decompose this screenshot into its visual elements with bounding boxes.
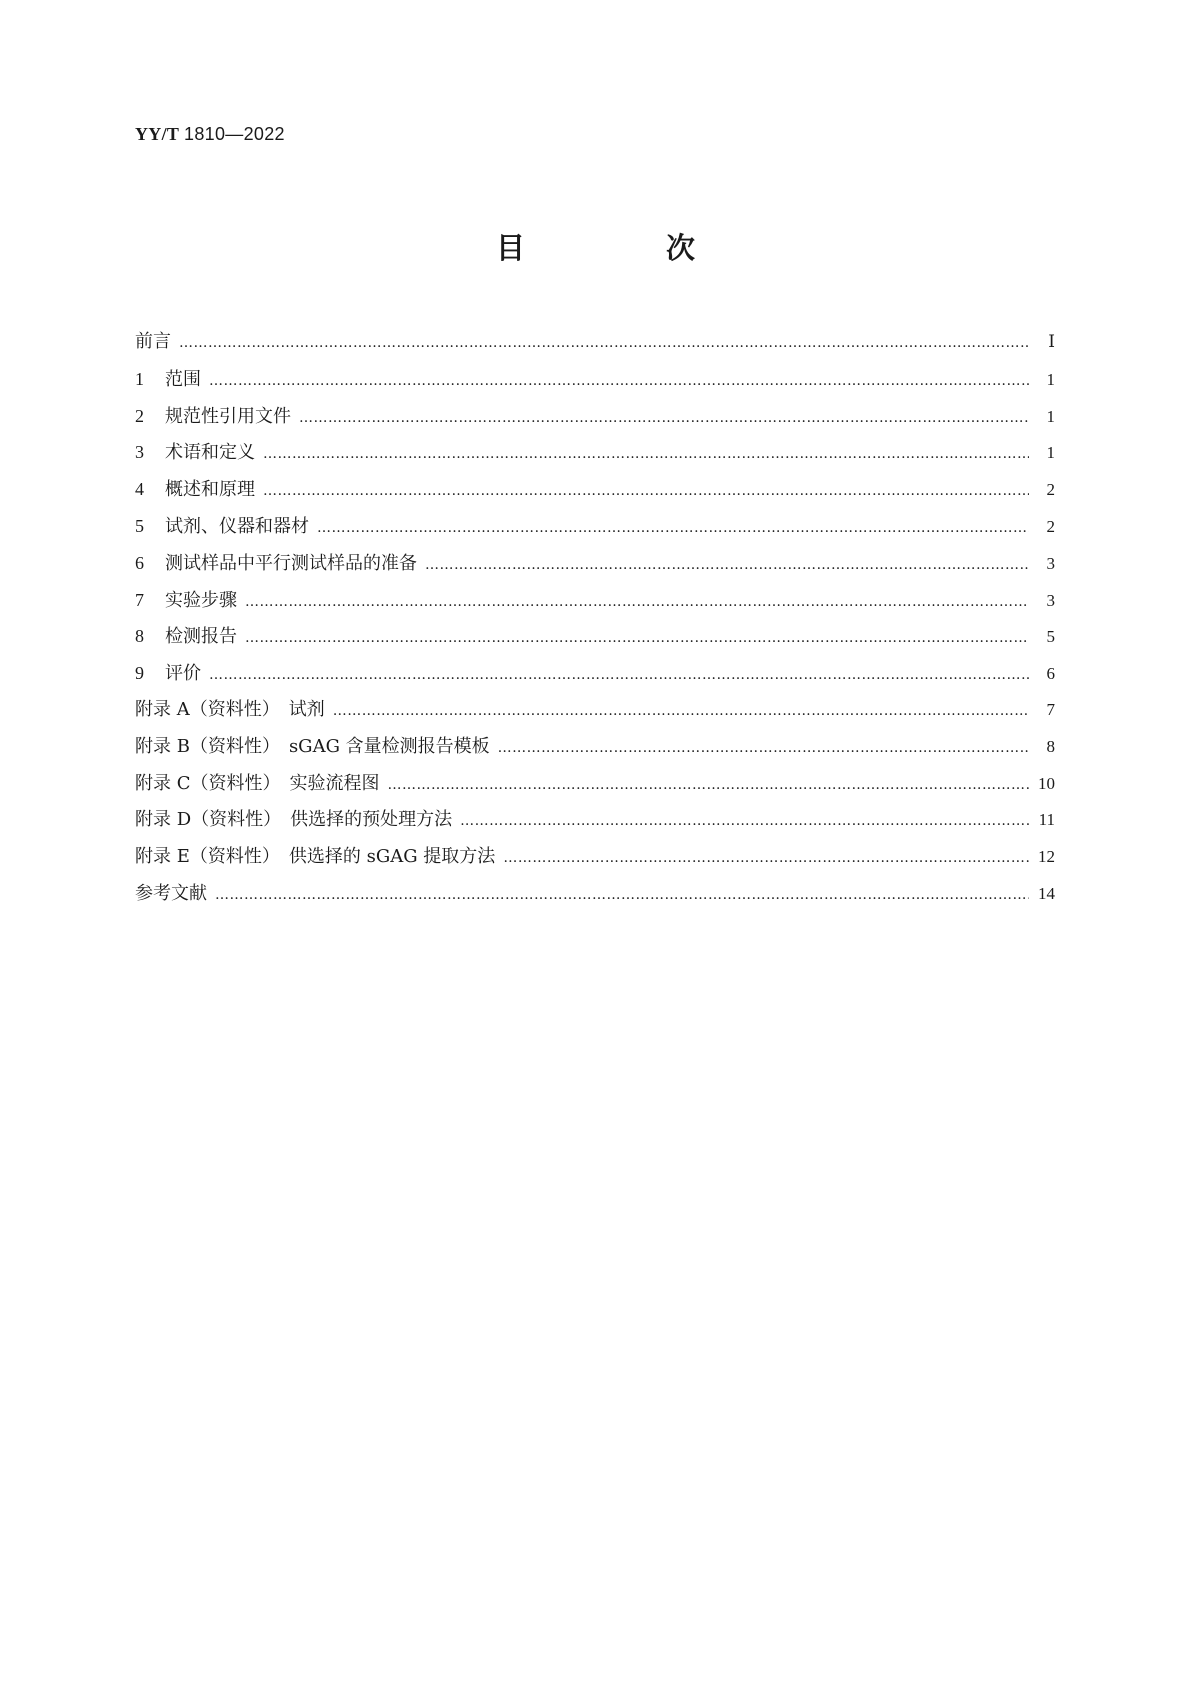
toc-page-number: 14 [1038, 883, 1055, 903]
toc-section-number: 4 [135, 479, 144, 500]
toc-entry-label: 实验步骤 [165, 589, 237, 611]
toc-page-number: 5 [1046, 627, 1055, 647]
leader-dots [245, 584, 1029, 621]
toc-page-number: 2 [1046, 480, 1055, 500]
toc-page-number: 1 [1046, 443, 1055, 463]
toc-entry-normative-references[interactable] [135, 398, 1055, 435]
toc-entry-label: 附录 E（资料性） 供选择的 sGAG 提取方法 [135, 846, 496, 868]
toc-page-number: 6 [1046, 664, 1055, 684]
toc-page-number: 8 [1046, 736, 1055, 756]
toc-page-number: 1 [1046, 406, 1055, 426]
toc-section-number: 5 [135, 515, 144, 536]
toc-entry-label: 评价 [165, 663, 201, 685]
toc-entry-label: 附录 B（资料性） sGAG 含量检测报告模板 [135, 735, 490, 757]
toc-page-number: 12 [1038, 847, 1055, 867]
leader-dots [263, 473, 1029, 510]
toc-section-number: 3 [135, 442, 144, 463]
toc-entry-bibliography[interactable] [135, 876, 1055, 913]
toc-entry-label: 范围 [165, 368, 201, 390]
toc-entry-test-report[interactable] [135, 618, 1055, 655]
leader-dots [215, 877, 1029, 914]
leader-dots [503, 840, 1029, 877]
toc-page-number: 10 [1038, 773, 1055, 793]
document-code-number: 1810—2022 [184, 124, 285, 144]
toc-page-number: 1 [1046, 369, 1055, 389]
toc-entry-annex-c[interactable] [135, 766, 1055, 803]
toc-section-number: 8 [135, 626, 144, 647]
toc-page-number: 3 [1046, 590, 1055, 610]
toc-entry-sample-preparation[interactable] [135, 545, 1055, 582]
toc-section-number: 1 [135, 368, 144, 389]
toc-entry-label: 前言 [135, 331, 171, 352]
table-of-contents [135, 324, 1055, 913]
leader-dots [498, 730, 1029, 767]
toc-entry-annex-d[interactable] [135, 802, 1055, 839]
document-code [135, 124, 285, 145]
toc-entry-foreword[interactable] [135, 324, 1055, 361]
toc-page-number: 7 [1046, 699, 1055, 719]
toc-entry-label: 检测报告 [165, 626, 237, 648]
toc-page-number: Ⅰ [1048, 332, 1055, 351]
toc-section-number: 6 [135, 552, 144, 573]
toc-entry-evaluation[interactable] [135, 655, 1055, 692]
page-title: 目 次 [495, 231, 751, 265]
leader-dots [299, 400, 1029, 437]
toc-entry-annex-b[interactable] [135, 729, 1055, 766]
toc-entry-label: 附录 D（资料性） 供选择的预处理方法 [135, 809, 453, 831]
toc-entry-label: 参考文献 [135, 882, 207, 904]
toc-entry-annex-a[interactable] [135, 692, 1055, 729]
toc-entry-experiment-steps[interactable] [135, 582, 1055, 619]
toc-entry-label: 附录 C（资料性） 实验流程图 [135, 772, 380, 794]
toc-page-number: 2 [1046, 516, 1055, 536]
toc-entry-label: 术语和定义 [165, 442, 255, 464]
toc-page-number: 11 [1038, 810, 1055, 830]
leader-dots [245, 620, 1029, 657]
toc-entry-label: 规范性引用文件 [165, 405, 291, 427]
toc-entry-label: 试剂、仪器和器材 [165, 515, 309, 537]
leader-dots [317, 510, 1029, 547]
leader-dots [425, 547, 1029, 584]
toc-entry-reagents-instruments[interactable] [135, 508, 1055, 545]
toc-entry-overview-principle[interactable] [135, 471, 1055, 508]
leader-dots [209, 363, 1029, 400]
leader-dots [460, 803, 1029, 840]
leader-dots [179, 325, 1029, 362]
leader-dots [333, 693, 1029, 730]
toc-entry-annex-e[interactable] [135, 839, 1055, 876]
leader-dots [388, 767, 1030, 804]
toc-section-number: 2 [135, 405, 144, 426]
toc-section-number: 7 [135, 589, 144, 610]
toc-entry-label: 测试样品中平行测试样品的准备 [165, 552, 417, 574]
toc-entry-terms-definitions[interactable] [135, 434, 1055, 471]
toc-entry-label: 概述和原理 [165, 479, 255, 501]
toc-entry-scope[interactable] [135, 361, 1055, 398]
toc-section-number: 9 [135, 663, 144, 684]
document-code-prefix: YY/T [135, 124, 180, 144]
leader-dots [209, 657, 1029, 694]
toc-page-number: 3 [1046, 553, 1055, 573]
toc-entry-label: 附录 A（资料性） 试剂 [135, 698, 325, 720]
leader-dots [263, 436, 1029, 473]
